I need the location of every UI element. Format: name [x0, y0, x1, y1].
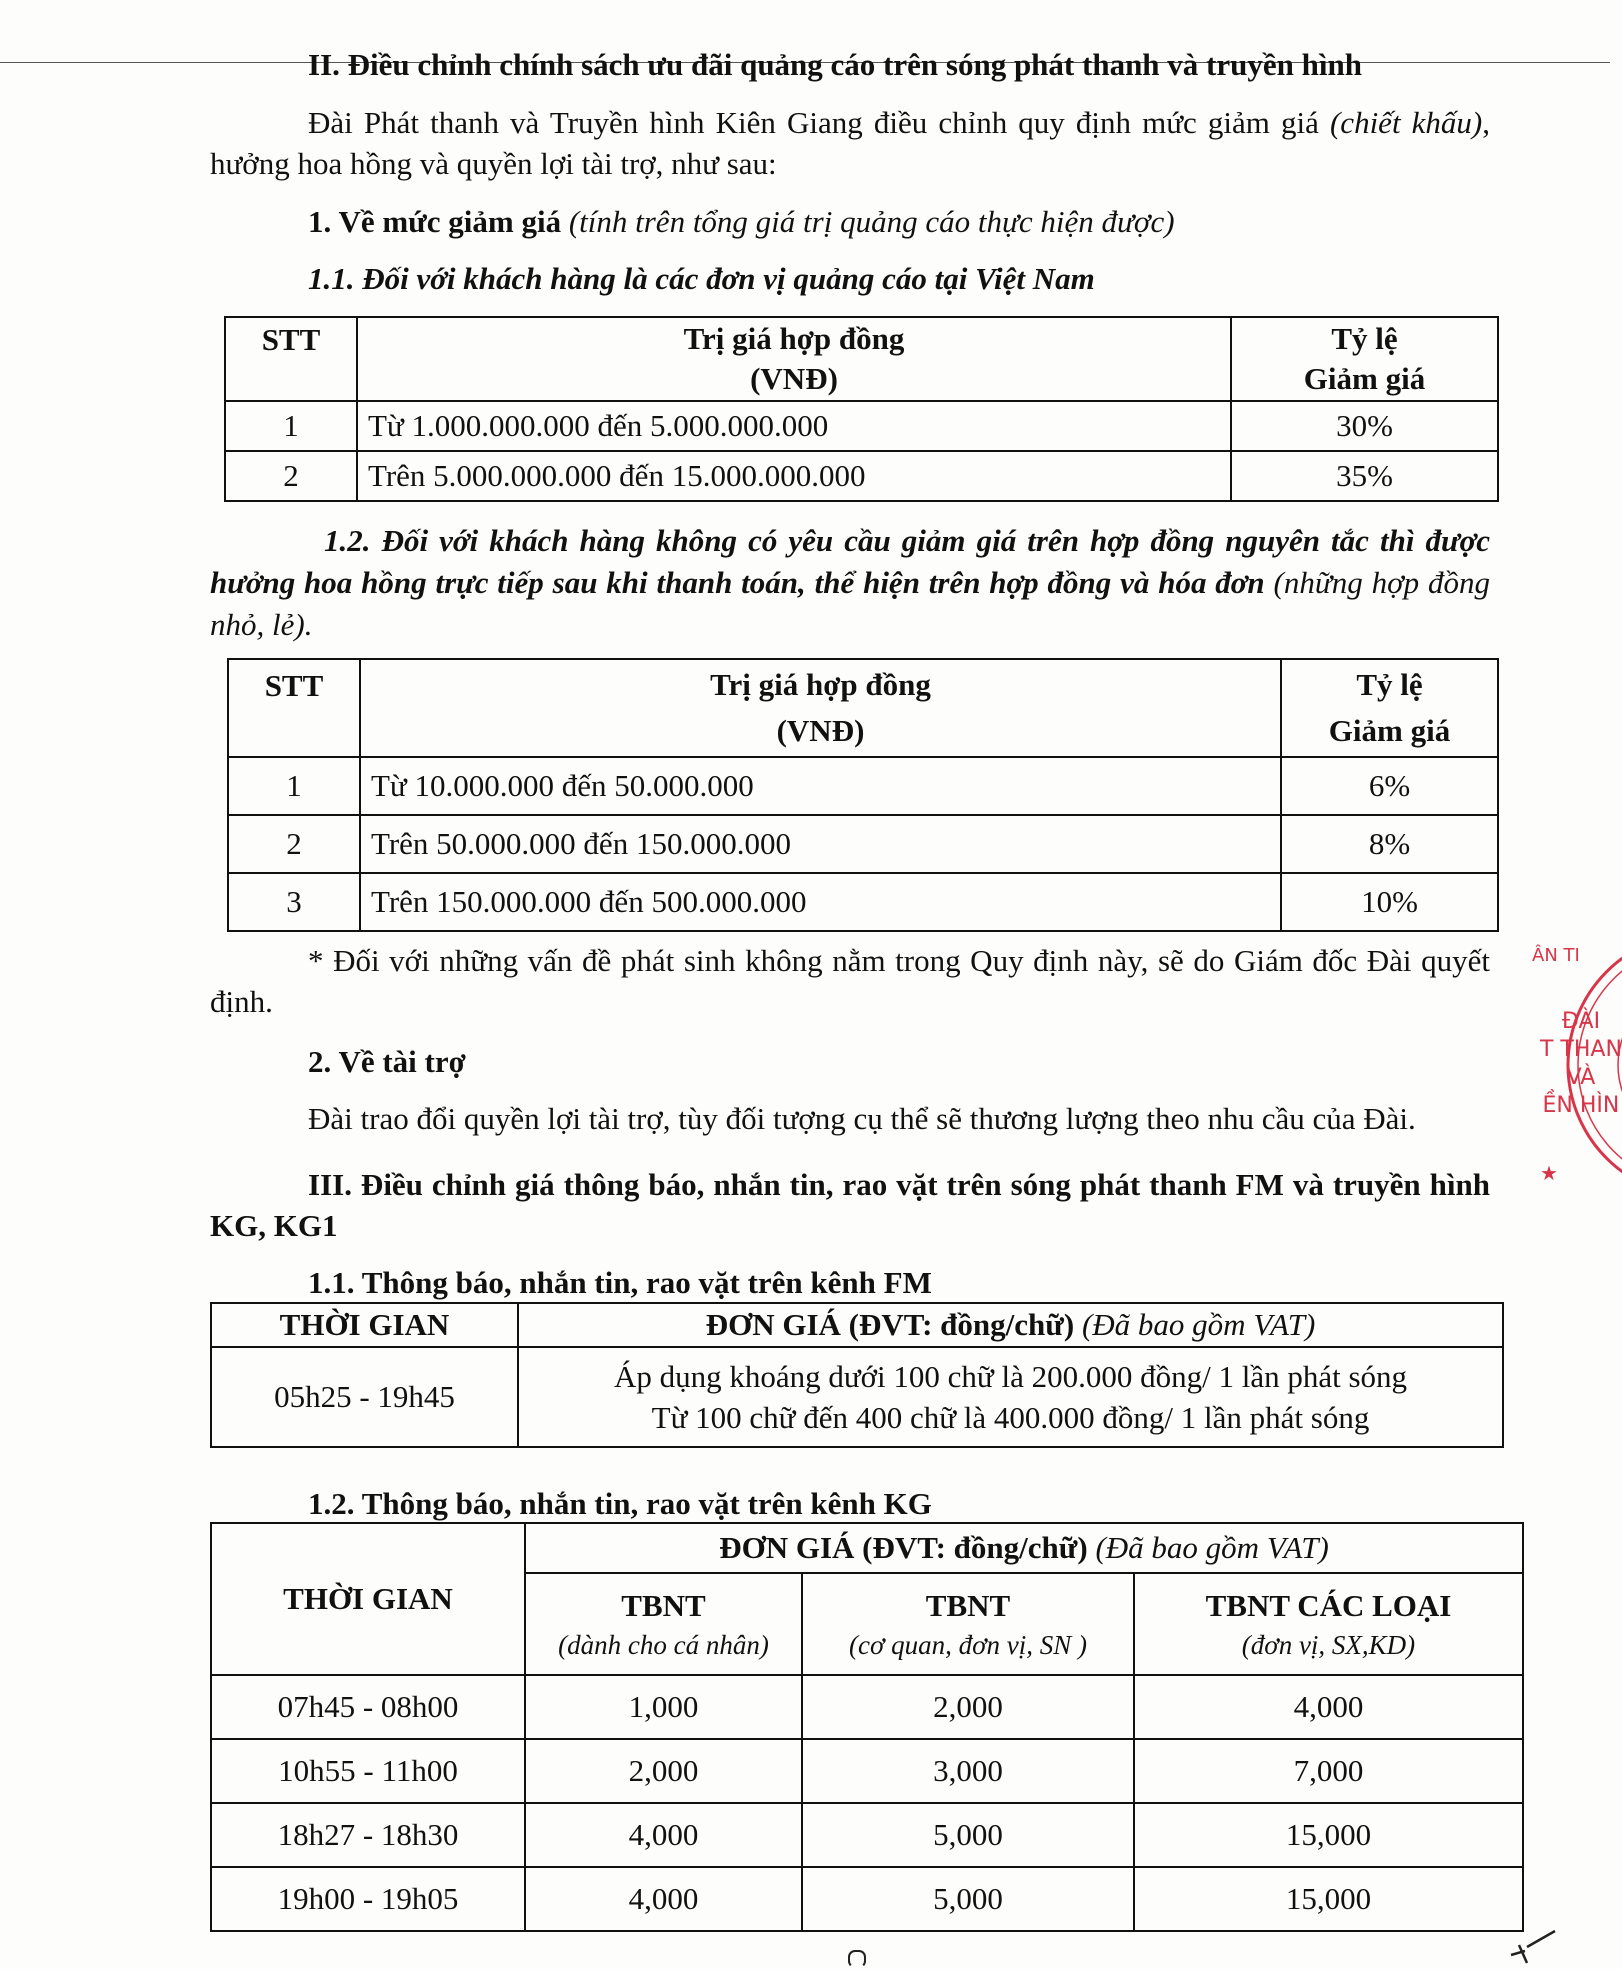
cell-stt: 3	[228, 873, 360, 931]
header-rate-line1: Tỷ lệ	[1356, 667, 1423, 702]
header-value	[360, 659, 1281, 757]
heading-1-bold: 1. Về mức giảm giá	[308, 204, 569, 239]
fm-price-table	[210, 1302, 1504, 1448]
intro-text-a: Đài Phát thanh và Truyền hình Kiên Giang điều chỉnh quy định mức giảm giá	[308, 105, 1330, 140]
table-row	[211, 1739, 1523, 1803]
header-col-agency	[802, 1573, 1134, 1675]
note-paragraph	[210, 940, 1490, 1022]
table-header-row	[211, 1523, 1523, 1573]
header-price	[525, 1523, 1523, 1573]
cell-stt: 2	[228, 815, 360, 873]
price-line-1: Áp dụng khoáng dưới 100 chữ là 200.000 đồng/ 1 lần phát sóng	[613, 1359, 1408, 1394]
header-rate-line2: Giảm giá	[1303, 361, 1426, 396]
seal-line: T THAN	[1540, 1037, 1622, 1062]
col-title: TBNT	[925, 1587, 1011, 1623]
col-subtitle: (dành cho cá nhân)	[558, 1629, 769, 1660]
table-row	[211, 1867, 1523, 1931]
cell-value: Từ 1.000.000.000 đến 5.000.000.000	[357, 401, 1231, 451]
section-3-title	[210, 1164, 1490, 1246]
heading-3-1-1: 1.1. Thông báo, nhắn tin, rao vặt trên kênh FM	[308, 1265, 932, 1300]
cell-stt: 1	[225, 401, 357, 451]
cell-individual: 2,000	[525, 1739, 802, 1803]
header-time: THỜI GIAN	[211, 1523, 525, 1675]
cell-all: 15,000	[1134, 1803, 1523, 1867]
table-row	[211, 1803, 1523, 1867]
cell-time: 07h45 - 08h00	[211, 1675, 525, 1739]
heading-1-italic: (tính trên tổng giá trị quảng cáo thực hiện được)	[568, 204, 1175, 239]
header-price-italic: (Đã bao gồm VAT)	[1074, 1307, 1316, 1342]
cell-price	[518, 1347, 1503, 1447]
cell-stt: 1	[228, 757, 360, 815]
header-rate	[1281, 659, 1498, 757]
intro-text-c: , hưởng hoa hồng và quyền lợi tài trợ, như sau:	[210, 105, 1490, 181]
cell-value: Từ 10.000.000 đến 50.000.000	[360, 757, 1281, 815]
table-row	[211, 1675, 1523, 1739]
header-price-italic: (Đã bao gồm VAT)	[1087, 1530, 1329, 1565]
kg-price-table	[210, 1522, 1524, 1932]
table-row	[228, 757, 1498, 815]
cell-stt: 2	[225, 451, 357, 501]
header-rate-line1: Tỷ lệ	[1331, 321, 1398, 356]
col-title: TBNT	[621, 1587, 706, 1623]
cell-agency: 2,000	[802, 1675, 1134, 1739]
page-number-mark	[848, 1950, 866, 1968]
seal-line: ĐÀI	[1561, 1009, 1601, 1034]
heading-1	[308, 201, 1498, 242]
table-row	[228, 873, 1498, 931]
seal-top-text: ÂN TI	[1532, 945, 1580, 966]
cell-time: 05h25 - 19h45	[211, 1347, 518, 1447]
svg-text:★: ★	[1540, 1161, 1558, 1185]
cell-rate: 6%	[1281, 757, 1498, 815]
cell-time: 10h55 - 11h00	[211, 1739, 525, 1803]
cell-all: 7,000	[1134, 1739, 1523, 1803]
cell-all: 15,000	[1134, 1867, 1523, 1931]
heading-1-1: 1.1. Đối với khách hàng là các đơn vị quảng cáo tại Việt Nam	[308, 261, 1095, 296]
discount-table-2	[227, 658, 1499, 932]
table-row	[225, 401, 1498, 451]
price-line-2: Từ 100 chữ đến 400 chữ là 400.000 đồng/ 1 lần phát sóng	[651, 1400, 1370, 1435]
cell-individual: 4,000	[525, 1803, 802, 1867]
heading-1-2-bold: 1.2. Đối với khách hàng không có yêu cầu giảm giá trên hợp đồng nguyên tắc thì được hưởng hoa hồng trực tiếp sau khi thanh toán, thể hiện trên hợp đồng và hóa đơn	[210, 523, 1490, 600]
table-header-row	[225, 317, 1498, 401]
table-row	[225, 451, 1498, 501]
cell-agency: 3,000	[802, 1739, 1134, 1803]
cell-rate: 30%	[1231, 401, 1498, 451]
sponsor-text: Đài trao đổi quyền lợi tài trợ, tùy đối tượng cụ thể sẽ thương lượng theo nhu cầu của Đài.	[308, 1101, 1416, 1136]
cell-rate: 35%	[1231, 451, 1498, 501]
discount-table-1	[224, 316, 1499, 502]
signature-tick-icon	[1505, 1925, 1565, 1965]
heading-1-2-italic: (những hợp đồng nhỏ, lẻ).	[210, 565, 1491, 642]
cell-value: Trên 50.000.000 đến 150.000.000	[360, 815, 1281, 873]
col-subtitle: (đơn vị, SX,KD)	[1241, 1629, 1416, 1660]
header-stt: STT	[228, 659, 360, 757]
table-row	[228, 815, 1498, 873]
header-value-line2: (VNĐ)	[750, 361, 838, 396]
table-header-row	[228, 659, 1498, 757]
header-col-all	[1134, 1573, 1523, 1675]
cell-agency: 5,000	[802, 1803, 1134, 1867]
header-stt: STT	[225, 317, 357, 401]
header-time: THỜI GIAN	[211, 1303, 518, 1347]
col-title: TBNT CÁC LOẠI	[1205, 1587, 1452, 1623]
cell-agency: 5,000	[802, 1867, 1134, 1931]
cell-value: Trên 150.000.000 đến 500.000.000	[360, 873, 1281, 931]
section-3-title-text: III. Điều chỉnh giá thông báo, nhắn tin, rao vặt trên sóng phát thanh FM và truyền hình KG, KG1	[210, 1167, 1490, 1243]
header-value-line1: Trị giá hợp đồng	[710, 667, 931, 702]
intro-text-b: (chiết khấu)	[1329, 105, 1483, 140]
seal-line: VÀ	[1566, 1065, 1596, 1090]
heading-3-1-2: 1.2. Thông báo, nhắn tin, rao vặt trên kênh KG	[308, 1486, 932, 1521]
cell-individual: 1,000	[525, 1675, 802, 1739]
col-subtitle: (cơ quan, đơn vị, SN )	[848, 1629, 1088, 1660]
section-2-intro	[210, 102, 1490, 184]
note-text: * Đối với những vấn đề phát sinh không nằm trong Quy định này, sẽ do Giám đốc Đài quyết định.	[210, 943, 1490, 1019]
cell-rate: 10%	[1281, 873, 1498, 931]
header-value-line2: (VNĐ)	[776, 713, 865, 748]
header-price-bold: ĐƠN GIÁ (ĐVT: đồng/chữ)	[705, 1307, 1075, 1342]
header-value-line1: Trị giá hợp đồng	[683, 321, 905, 356]
cell-value: Trên 5.000.000.000 đến 15.000.000.000	[357, 451, 1231, 501]
seal-center-text	[1540, 1008, 1622, 1120]
header-rate-line2: Giảm giá	[1328, 713, 1451, 748]
heading-1-2	[210, 520, 1490, 646]
seal-line: ỀN HÌN	[1542, 1093, 1620, 1118]
table-header-row	[211, 1303, 1503, 1347]
cell-rate: 8%	[1281, 815, 1498, 873]
official-seal	[1490, 930, 1622, 1200]
cell-time: 19h00 - 19h05	[211, 1867, 525, 1931]
header-value	[357, 317, 1231, 401]
cell-all: 4,000	[1134, 1675, 1523, 1739]
header-price	[518, 1303, 1503, 1347]
table-row	[211, 1347, 1503, 1447]
cell-individual: 4,000	[525, 1867, 802, 1931]
heading-2: 2. Về tài trợ	[308, 1044, 466, 1079]
header-rate	[1231, 317, 1498, 401]
section-2-title: II. Điều chỉnh chính sách ưu đãi quảng cáo trên sóng phát thanh và truyền hình	[308, 47, 1362, 82]
header-col-individual	[525, 1573, 802, 1675]
header-price-bold: ĐƠN GIÁ (ĐVT: đồng/chữ)	[719, 1530, 1088, 1565]
cell-time: 18h27 - 18h30	[211, 1803, 525, 1867]
